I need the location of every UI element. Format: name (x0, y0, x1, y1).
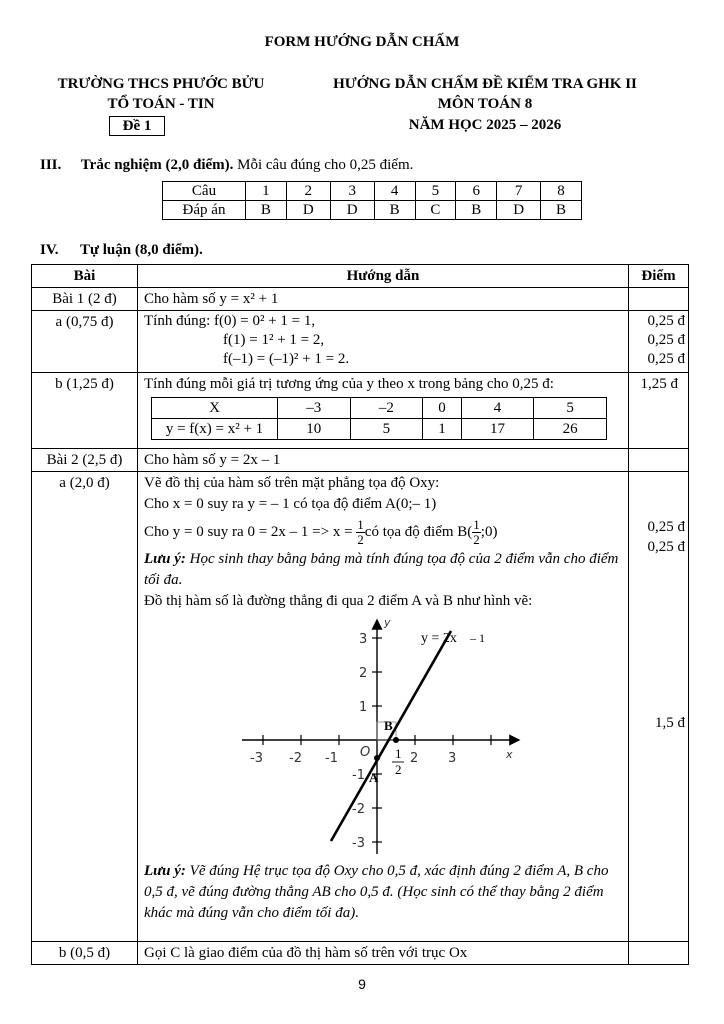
bai1a-label: a (0,75 đ) (32, 311, 138, 373)
answer-cell: D (497, 201, 541, 220)
part4-title: Tự luận (8,0 điểm). (80, 242, 203, 258)
value-table-x-label: X (152, 398, 278, 419)
x-tick-label: 3 (448, 751, 457, 766)
answer-cell: B (374, 201, 415, 220)
answer-table-row-questions (163, 182, 582, 201)
bai1a-line2: f(1) = 1² + 1 = 2, (223, 332, 325, 348)
y-tick-label: -1 (352, 768, 365, 783)
bai2-label: Bài 2 (2,5 đ) (32, 449, 138, 472)
note-label: Lưu ý: (144, 551, 186, 567)
question-number: 1 (246, 182, 287, 201)
line-equation-label: y = 2x (421, 631, 457, 646)
score: 1,5 đ (655, 715, 685, 731)
part3-note: Mỗi câu đúng cho 0,25 điểm. (233, 157, 414, 173)
y-axis-label: y (384, 616, 391, 629)
bai2b-label: b (0,5 đ) (32, 942, 138, 965)
bai2a-line3-post: ;0) (480, 523, 498, 540)
bai1a-line1: Tính đúng: f(0) = 0² + 1 = 1, (144, 313, 316, 329)
question-number: 6 (456, 182, 497, 201)
question-number: 4 (374, 182, 415, 201)
question-number: 2 (286, 182, 330, 201)
bai1-text: Cho hàm số y = x² + 1 (138, 288, 629, 311)
answer-row-label: Câu (163, 182, 246, 201)
bai2a-line3-mid: có tọa độ điểm B( (364, 523, 473, 540)
answer-table (162, 181, 582, 220)
part4-heading (40, 242, 203, 259)
point-b (393, 737, 399, 743)
x-tick-label: -1 (325, 751, 338, 766)
value-table-row-y (152, 419, 607, 440)
bai2a-line4: Đồ thị hàm số là đường thẳng đi qua 2 điểm A và B như hình vẽ: (144, 593, 533, 609)
frac-num: 1 (357, 516, 364, 532)
half-label-num: 1 (395, 746, 402, 761)
graph-line (331, 631, 451, 841)
value-cell: 26 (534, 419, 607, 440)
value-cell: 10 (278, 419, 351, 440)
table-row (32, 373, 689, 449)
answer-cell: C (415, 201, 456, 220)
score: 0,25 đ (647, 351, 685, 367)
x-tick-label: 2 (410, 751, 419, 766)
col-header-guide: Hướng dẫn (138, 265, 629, 288)
score: 0,25 đ (647, 519, 685, 535)
value-cell: –3 (278, 398, 351, 419)
point-b-label: B (384, 718, 393, 733)
value-cell: 17 (461, 419, 534, 440)
answer-cell: B (456, 201, 497, 220)
score: 0,25 đ (647, 332, 685, 348)
point-a (374, 755, 380, 761)
exam-code-box: Đề 1 (109, 116, 165, 136)
value-cell: 0 (423, 398, 462, 419)
table-row (32, 288, 689, 311)
half-label-den: 2 (395, 762, 402, 777)
question-number: 8 (541, 182, 582, 201)
form-title: FORM HƯỚNG DẪN CHẤM (264, 34, 460, 50)
x-axis-label: x (506, 748, 513, 761)
value-cell: –2 (350, 398, 423, 419)
bai2a-line3 (144, 515, 622, 549)
value-cell: 5 (350, 419, 423, 440)
bai2-text: Cho hàm số y = 2x – 1 (138, 449, 629, 472)
bai1b-text: Tính đúng mỗi giá trị tương ứng của y theo x trong bảng cho 0,25 đ: (144, 376, 554, 392)
line-equation-suffix: – 1 (470, 631, 485, 645)
origin-label: O (360, 745, 371, 760)
y-tick-label: 2 (359, 666, 368, 681)
note-text: Học sinh thay bằng bảng mà tính đúng tọa độ của 2 điểm vẫn cho điểm tối đa. (144, 551, 619, 588)
frac-num: 1 (473, 516, 480, 532)
question-number: 3 (330, 182, 374, 201)
y-tick-label: 3 (359, 632, 368, 647)
subject: MÔN TOÁN 8 (437, 96, 533, 112)
note-label: Lưu ý: (144, 863, 186, 879)
bai1a-line3: f(–1) = (–1)² + 1 = 2. (223, 351, 350, 367)
value-cell: 4 (461, 398, 534, 419)
answer-cell: D (330, 201, 374, 220)
score: 0,25 đ (647, 313, 685, 329)
bai2a-line3-pre: Cho y = 0 suy ra 0 = 2x – 1 => x = (144, 523, 353, 540)
y-tick-label: 1 (359, 700, 368, 715)
frac-den: 2 (357, 531, 364, 547)
y-tick-label: -2 (352, 802, 365, 817)
part4-roman: IV. (40, 242, 59, 258)
bai1b-label: b (1,25 đ) (32, 373, 138, 449)
fraction-half (472, 518, 481, 547)
table-row (32, 311, 689, 373)
value-table (151, 397, 607, 440)
x-tick-label: -3 (250, 751, 263, 766)
y-tick-label: -3 (352, 836, 365, 851)
guide-title: HƯỚNG DẪN CHẤM ĐỀ KIỂM TRA GHK II (333, 76, 637, 92)
table-row (32, 472, 689, 942)
department: TỔ TOÁN - TIN (107, 96, 215, 112)
function-graph (234, 614, 534, 859)
school-year: NĂM HỌC 2025 – 2026 (408, 117, 562, 133)
grading-header-row (32, 265, 689, 288)
point-a-label: A (369, 770, 379, 785)
bai1-label: Bài 1 (2 đ) (32, 288, 138, 311)
part3-roman: III. (40, 157, 62, 173)
school-name: TRƯỜNG THCS PHƯỚC BỬU (57, 76, 265, 92)
answer-table-row-answers (163, 201, 582, 220)
frac-den: 2 (473, 531, 480, 547)
bai1b-score: 1,25 đ (629, 373, 689, 449)
question-number: 5 (415, 182, 456, 201)
bai2a-line1: Vẽ đồ thị của hàm số trên mặt phẳng tọa độ Oxy: (144, 475, 440, 491)
page-number: 9 (358, 976, 366, 992)
value-table-row-x (152, 398, 607, 419)
value-cell: 5 (534, 398, 607, 419)
bai2a-note1 (144, 549, 622, 591)
answer-cell: B (246, 201, 287, 220)
x-tick-label: -2 (289, 751, 302, 766)
value-cell: 1 (423, 419, 462, 440)
answer-cell: D (286, 201, 330, 220)
part3-title: Trắc nghiệm (2,0 điểm). (80, 157, 234, 173)
answer-row-label: Đáp án (163, 201, 246, 220)
grading-table (31, 264, 689, 965)
question-number: 7 (497, 182, 541, 201)
col-header-bai: Bài (32, 265, 138, 288)
bai2a-label: a (2,0 đ) (32, 472, 138, 942)
table-row (32, 942, 689, 965)
score: 0,25 đ (647, 539, 685, 555)
table-row (32, 449, 689, 472)
bai2b-text: Gọi C là giao điểm của đồ thị hàm số trên với trục Ox (138, 942, 629, 965)
col-header-score: Điểm (629, 265, 689, 288)
value-table-y-label: y = f(x) = x² + 1 (152, 419, 278, 440)
part3-heading (40, 157, 413, 174)
bai2a-note2 (144, 861, 622, 924)
answer-cell: B (541, 201, 582, 220)
bai2a-line2: Cho x = 0 suy ra y = – 1 có tọa độ điểm A(0;– 1) (144, 496, 437, 512)
fraction-half (356, 518, 365, 547)
note-text: Vẽ đúng Hệ trục tọa độ Oxy cho 0,5 đ, xác định đúng 2 điểm A, B cho 0,5 đ, vẽ đúng đường thẳng AB cho 0,5 đ. (Học sinh có thể thay bằng 2 điểm khác mà đúng vẫn cho điểm tối đa). (144, 863, 609, 921)
